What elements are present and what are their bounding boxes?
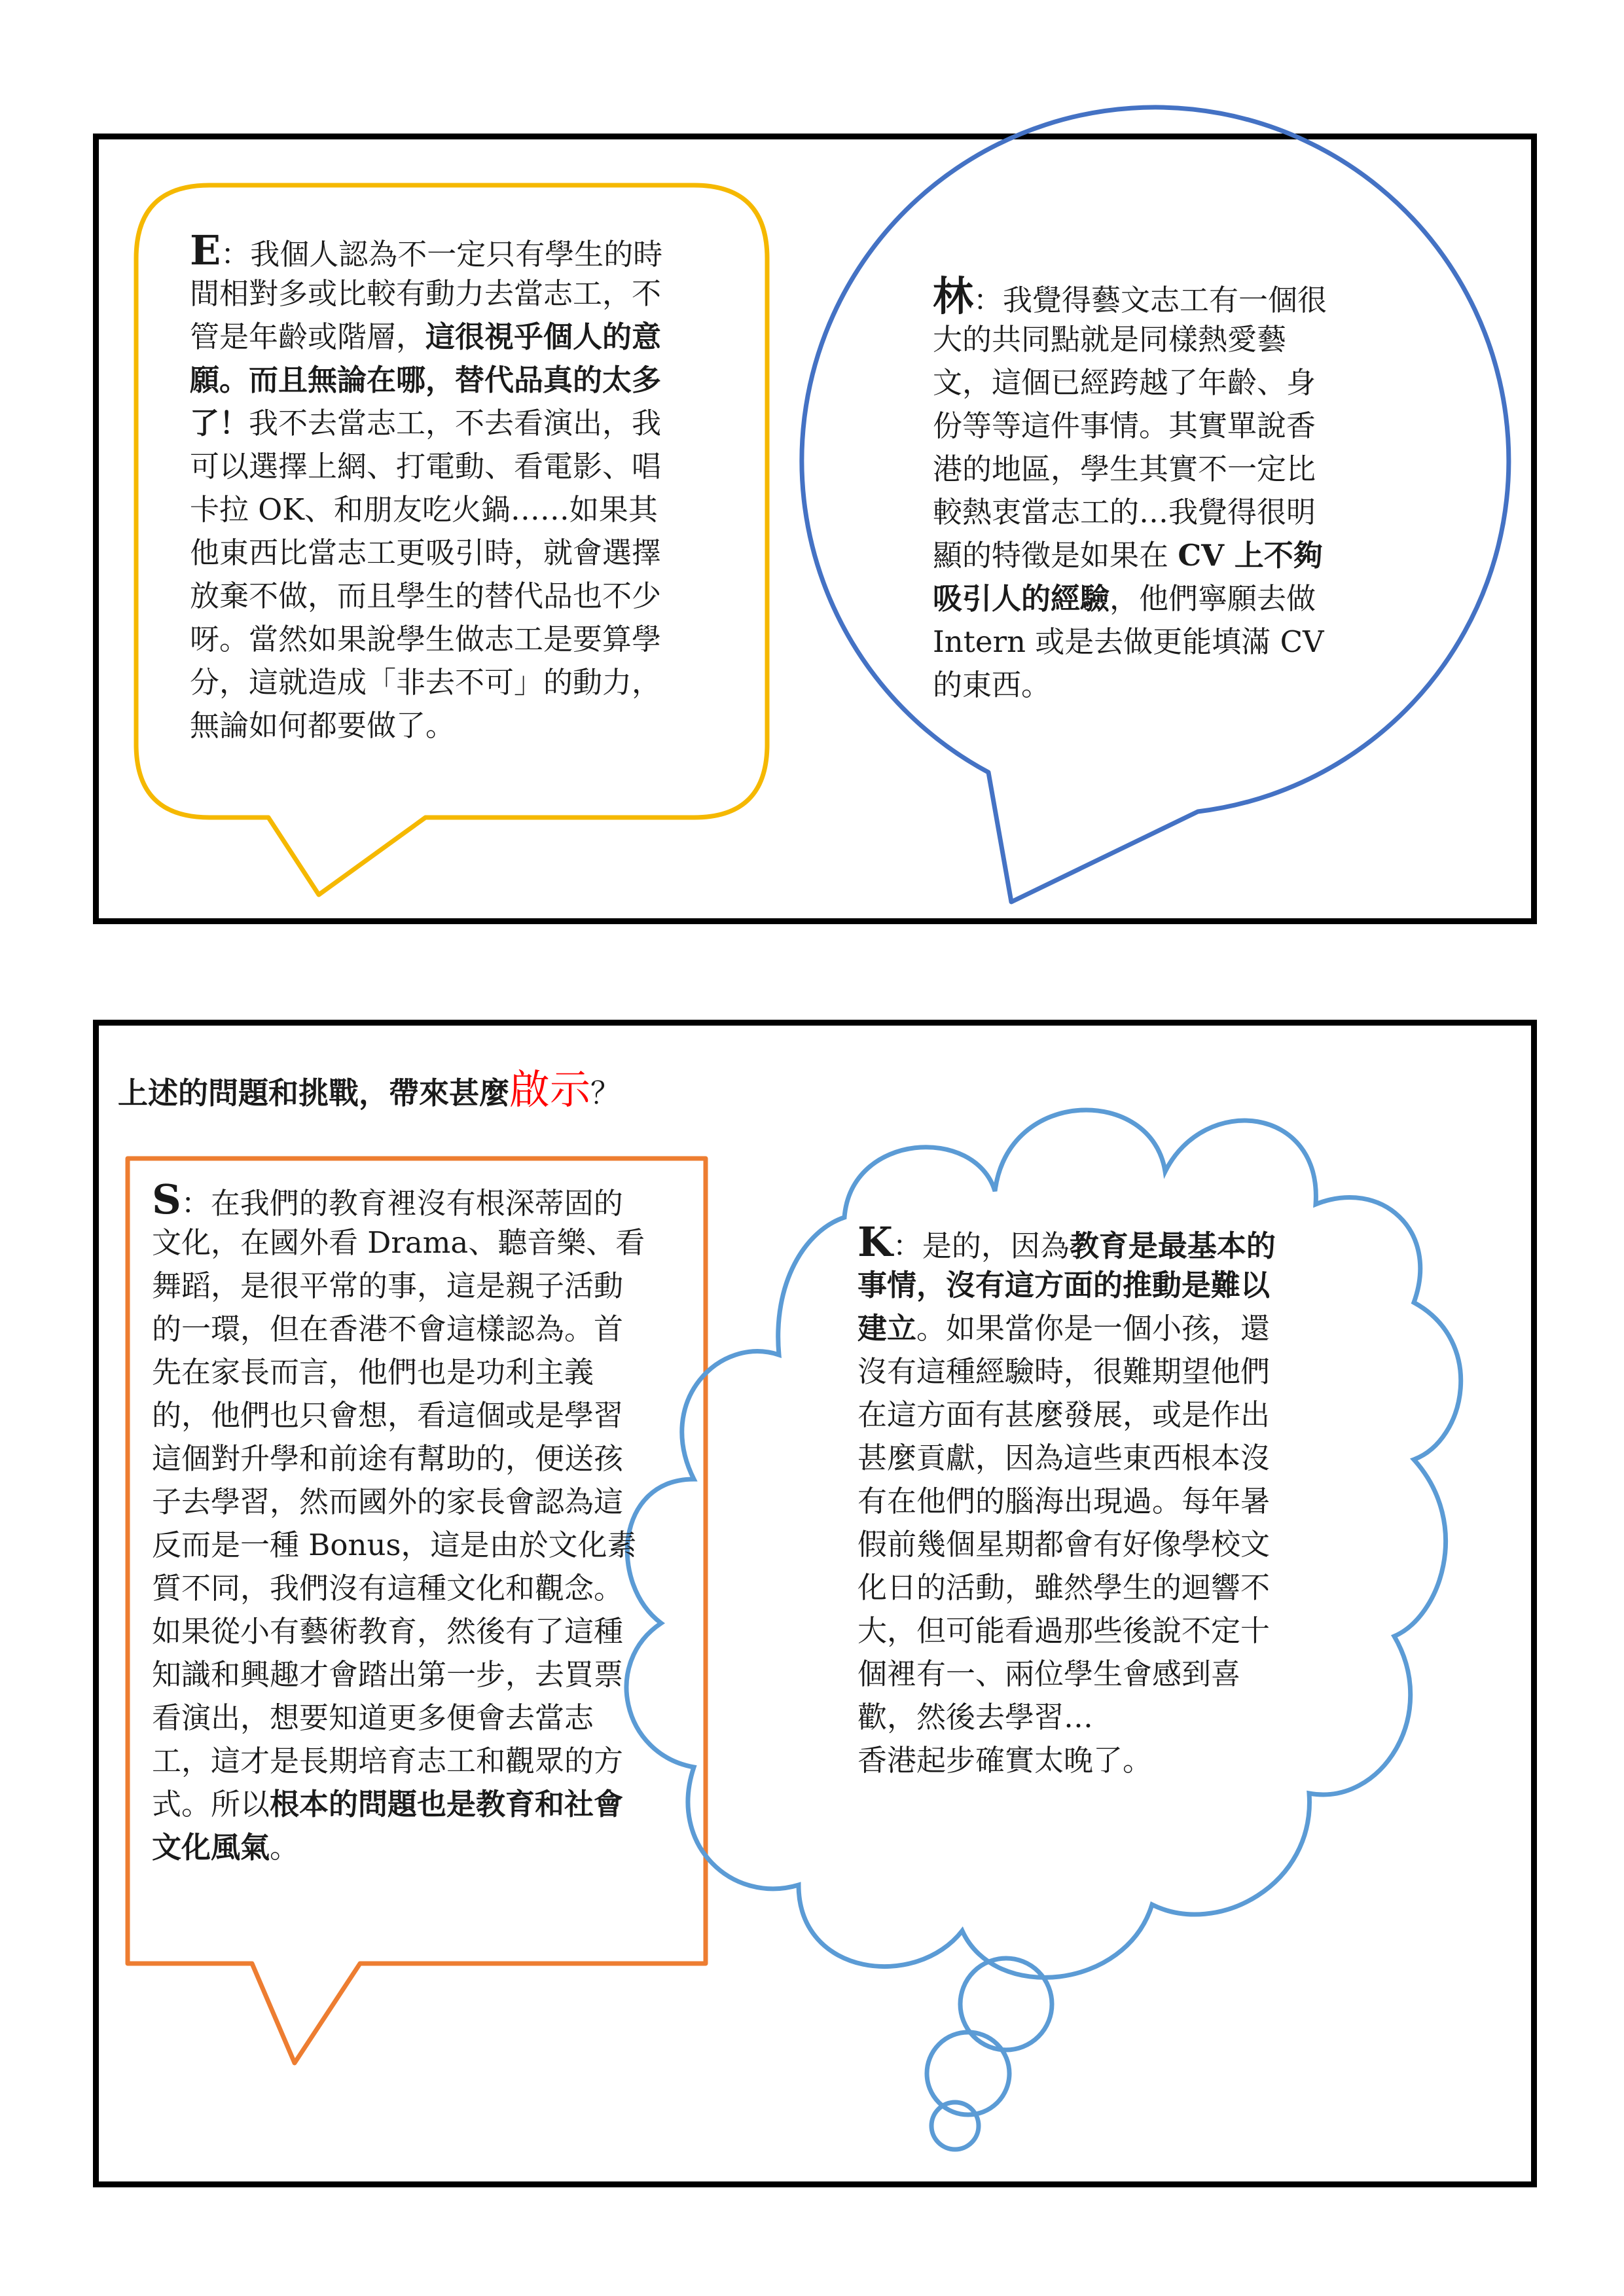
text-segment: 質不同，我們沒有這種文化和觀念。	[152, 1571, 624, 1605]
text-line	[152, 1394, 645, 1437]
text-line	[857, 1696, 1276, 1739]
text-line	[152, 1524, 645, 1567]
text-segment: 有在他們的腦海出現過。每年暑	[857, 1484, 1271, 1518]
text-segment: 文化，在國外看 Drama、聽音樂、看	[152, 1225, 645, 1260]
text-segment: 這個對升學和前途有幫助的，便送孩	[152, 1441, 624, 1476]
text-segment: ：我覺得藝文志工有一個很	[973, 283, 1327, 317]
speaker-label: S	[152, 1175, 181, 1223]
text-line	[152, 1783, 645, 1826]
text-segment: 我不去當志工，不去看演出，我	[249, 406, 662, 440]
text-segment: ：在我們的教育裡沒有根深蒂固的	[181, 1186, 623, 1221]
text-line	[190, 661, 662, 704]
text-line	[933, 361, 1327, 404]
text-line	[152, 1610, 645, 1653]
text-line	[857, 1566, 1276, 1609]
text-segment: 卡拉 OK、和朋友吃火鍋……如果其	[190, 492, 658, 527]
question-mark: ？	[590, 1075, 621, 1111]
text-segment: 大，但可能看過那些後說不定十	[857, 1613, 1271, 1648]
speaker-label: K	[857, 1218, 893, 1266]
thought-circle-medium	[927, 2032, 1009, 2115]
text-segment: 可以選擇上網、打電動、看電影、唱	[190, 449, 662, 484]
text-line	[190, 575, 662, 618]
text-segment: ：我個人認為不一定只有學生的時	[221, 237, 663, 272]
bold-text: 根本的問題也是教育和社會	[270, 1787, 624, 1821]
text-line	[933, 491, 1327, 534]
text-line	[190, 359, 662, 402]
text-segment: 分，這就造成「非去不可」的動力，	[190, 665, 662, 700]
text-segment: 顯的特徵是如果在	[933, 538, 1178, 573]
text-segment: 如果從小有藝術教育，然後有了這種	[152, 1614, 624, 1649]
speaker-label: E	[190, 226, 221, 274]
text-line	[933, 620, 1327, 664]
text-segment: 港的地區，學生其實不一定比	[933, 452, 1316, 486]
bold-text: 事情，沒有這方面的推動是難以	[857, 1268, 1271, 1302]
text-segment: 香港起步確實太晚了。	[857, 1743, 1153, 1778]
text-line	[152, 1740, 645, 1783]
bold-text: 教育是最基本的	[1069, 1229, 1276, 1263]
text-segment: 間相對多或比較有動力去當志工，不	[190, 276, 662, 311]
text-segment: 在這方面有甚麼發展，或是作出	[857, 1397, 1271, 1432]
text-line	[857, 1393, 1276, 1437]
text-line	[152, 1696, 645, 1740]
text-line	[152, 1480, 645, 1524]
bold-text: 吸引人的經驗	[933, 581, 1110, 616]
text-segment: 假前幾個星期都會有好像學校文	[857, 1527, 1271, 1562]
text-line	[152, 1437, 645, 1480]
text-line	[933, 534, 1327, 577]
text-segment: 。	[270, 1830, 300, 1865]
bold-text: CV 上不夠	[1178, 538, 1323, 573]
text-segment: 看演出，想要知道更多便會去當志	[152, 1700, 594, 1735]
text-segment: 沒有這種經驗時，很難期望他們	[857, 1354, 1271, 1389]
text-line	[190, 618, 662, 661]
text-segment: ，他們寧願去做	[1110, 581, 1316, 616]
question-heading	[118, 1067, 621, 1116]
text-line	[857, 1307, 1276, 1350]
text-line	[152, 1351, 645, 1394]
text-line	[190, 315, 662, 359]
text-segment: 工，這才是長期培育志工和觀眾的方	[152, 1744, 624, 1778]
text-segment: 大的共同點就是同樣熱愛藝	[933, 322, 1287, 357]
text-line	[152, 1826, 645, 1869]
text-line	[857, 1523, 1276, 1566]
text-line	[933, 577, 1327, 620]
text-segment: Intern 或是去做更能填滿 CV	[933, 624, 1324, 659]
text-segment: ：是的，因為	[892, 1229, 1070, 1263]
text-line	[933, 448, 1327, 491]
text-line	[857, 1653, 1276, 1696]
text-line	[190, 704, 662, 747]
text-segment: 化日的活動，雖然學生的迴響不	[857, 1570, 1271, 1605]
text-segment: 子去學習，然而國外的家長會認為這	[152, 1484, 624, 1519]
text-line	[933, 318, 1327, 361]
bubble-k-text	[857, 1218, 1276, 1782]
bold-text: 願。而且無論在哪，替代品真的太多	[190, 363, 662, 397]
bubble-s-text	[152, 1175, 645, 1869]
text-line	[190, 272, 662, 315]
text-segment: 歡，然後去學習…	[857, 1700, 1094, 1734]
text-segment: 的，他們也只會想，看這個或是學習	[152, 1398, 624, 1433]
text-line	[152, 1653, 645, 1696]
text-segment: 舞蹈，是很平常的事，這是親子活動	[152, 1268, 624, 1303]
text-line	[933, 404, 1327, 448]
speaker-label: 林	[933, 272, 974, 320]
text-line	[857, 1480, 1276, 1523]
text-line	[857, 1350, 1276, 1393]
text-segment: 管是年齡或階層，	[190, 319, 426, 354]
text-line	[152, 1175, 645, 1223]
text-line	[857, 1218, 1276, 1266]
bubble-e-text	[190, 226, 663, 747]
text-segment: 他東西比當志工更吸引時，就會選擇	[190, 535, 662, 570]
text-segment: 個裡有一、兩位學生會感到喜	[857, 1657, 1241, 1691]
text-segment: 的東西。	[933, 668, 1051, 702]
text-segment: 的一環，但在香港不會這樣認為。首	[152, 1312, 624, 1346]
text-segment: 份等等這件事情。其實單說香	[933, 408, 1316, 443]
text-segment: 放棄不做，而且學生的替代品也不少	[190, 579, 662, 613]
text-segment: 先在家長而言，他們也是功利主義	[152, 1355, 594, 1390]
text-segment: 呀。當然如果說學生做志工是要算學	[190, 622, 662, 656]
text-line	[152, 1567, 645, 1610]
text-line	[152, 1221, 645, 1265]
question-text: 上述的問題和挑戰，帶來甚麼	[118, 1075, 509, 1111]
text-line	[933, 664, 1327, 707]
text-line	[190, 488, 662, 531]
text-segment: 無論如何都要做了。	[190, 708, 456, 743]
text-line	[190, 445, 662, 488]
thought-circle-small	[931, 2102, 979, 2149]
text-line	[190, 402, 662, 445]
bold-text: 這很視乎個人的意	[425, 319, 662, 354]
text-segment: 文，這個已經跨越了年齡、身	[933, 365, 1316, 400]
bold-text: 建立	[857, 1311, 917, 1346]
text-line	[857, 1609, 1276, 1653]
bold-text: 文化風氣	[152, 1830, 270, 1865]
text-line	[190, 226, 663, 274]
bubble-lam-text	[933, 272, 1327, 707]
text-segment: 式。所以	[152, 1787, 270, 1821]
question-highlight: 啟示	[509, 1066, 591, 1113]
text-segment: 反而是一種 Bonus，這是由於文化素	[152, 1528, 637, 1562]
bold-text: 了！	[190, 406, 249, 440]
text-segment: 較熱衷當志工的…我覺得很明	[933, 495, 1316, 529]
text-line	[152, 1308, 645, 1351]
text-segment: 甚麼貢獻，因為這些東西根本沒	[857, 1441, 1271, 1475]
text-line	[857, 1264, 1276, 1307]
text-line	[933, 272, 1327, 320]
text-line	[857, 1437, 1276, 1480]
text-segment: 。如果當你是一個小孩，還	[916, 1311, 1271, 1346]
text-segment: 知識和興趣才會踏出第一步，去買票	[152, 1657, 624, 1692]
text-line	[190, 531, 662, 575]
text-line	[152, 1265, 645, 1308]
text-line	[857, 1739, 1276, 1782]
